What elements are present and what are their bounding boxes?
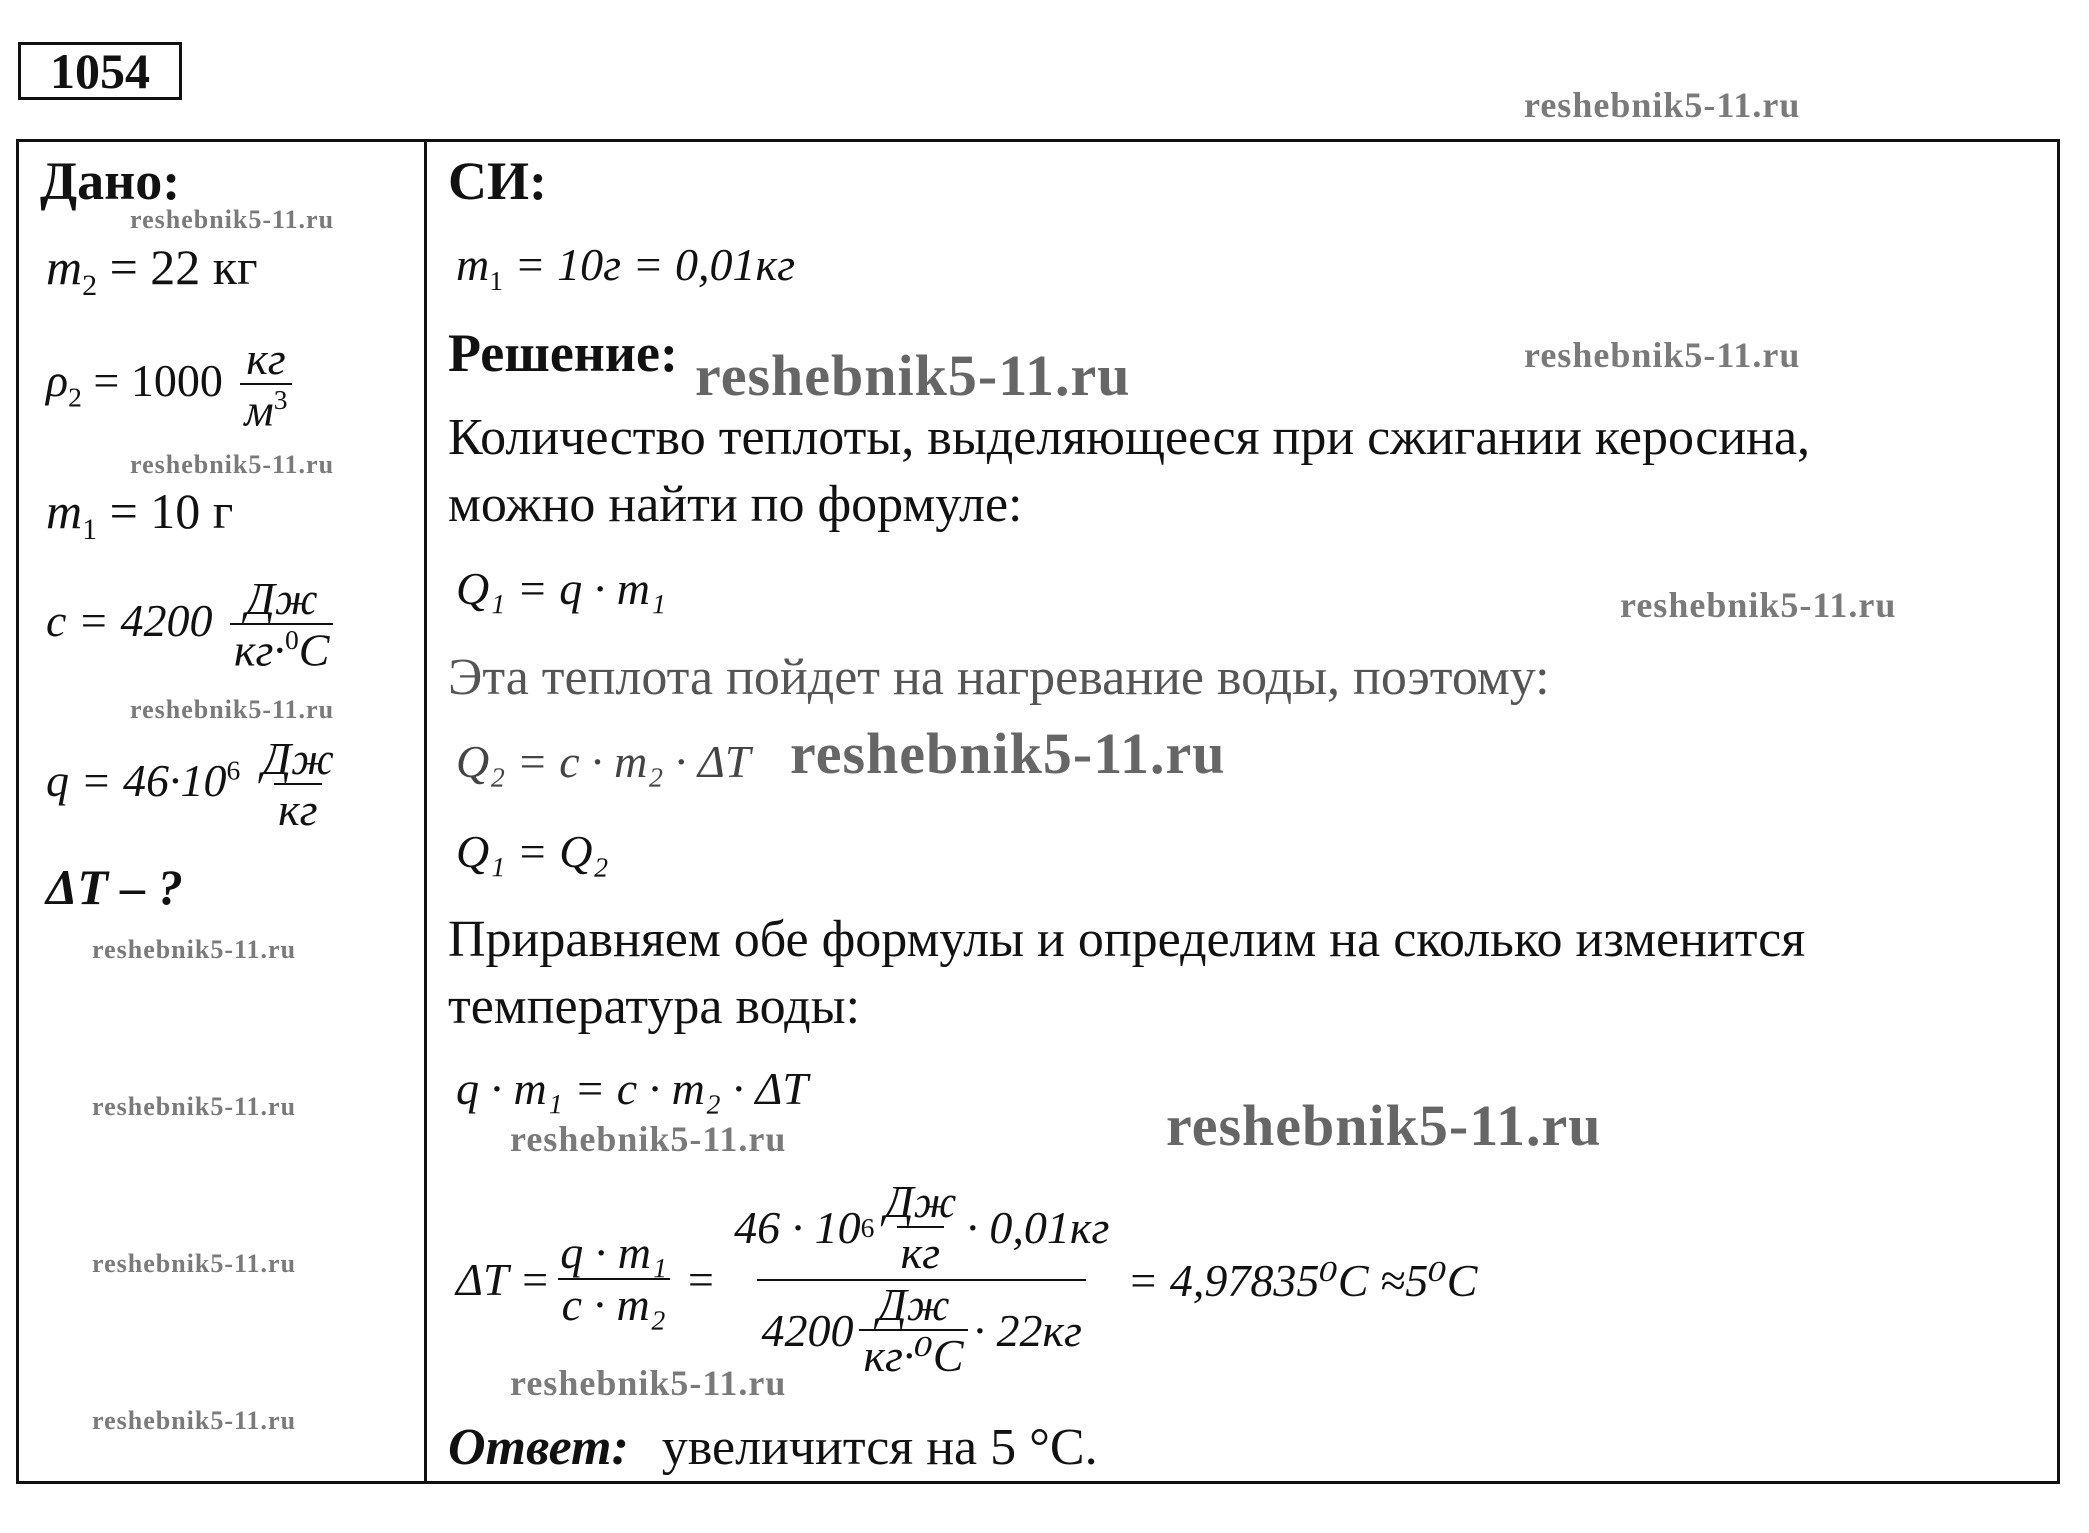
problem-number: 1054 — [18, 42, 182, 100]
si-heading: СИ: — [448, 151, 547, 211]
watermark: reshebnik5-11.ru — [1524, 85, 1801, 125]
watermark: reshebnik5-11.ru — [92, 1406, 297, 1435]
si-conversion: $m_1 = 10г = 0,01кг$ — [456, 239, 796, 297]
final-calculation: ΔT = $\frac{\text{q · m₁}}{\text{c · m₂}}$ = 46 · 10 6 $\frac{Дж}{кг}$ · 0,01кг 4200 $\frac{Дж}{\text{кг·⁰C}}$ · 22кг = 4,97835⁰C ≈5⁰C — [456, 1176, 1478, 1382]
formula-balance: q · m₁ = c · m₂ · ΔT — [456, 1063, 808, 1114]
watermark: reshebnik5-11.ru — [1620, 585, 1897, 625]
answer-text: увеличится на 5 °C. — [661, 1419, 1098, 1476]
watermark: reshebnik5-11.ru — [1524, 335, 1801, 375]
solution-heading: Решение: — [448, 323, 678, 383]
watermark: reshebnik5-11.ru — [92, 1249, 297, 1278]
column-divider — [424, 139, 427, 1484]
given-m2: $m_2 = 22$ кг — [46, 239, 258, 302]
watermark: reshebnik5-11.ru — [92, 935, 297, 964]
answer-line — [448, 1418, 1098, 1477]
calc-fraction-numeric: 46 · 10 6 $\frac{Дж}{кг}$ · 0,01кг 4200 $\frac{Дж}{\text{кг·⁰C}}$ · 22кг — [734, 1176, 1110, 1382]
formula-q1: Q₁ = q · m₁ — [456, 563, 666, 614]
watermark: reshebnik5-11.ru — [130, 695, 335, 724]
watermark: reshebnik5-11.ru — [695, 343, 1131, 408]
given-heat-of-combustion: $q = 46\cdot 10^6$ $\frac{Дж}{кг}$ — [46, 733, 334, 836]
formula-q2: Q₂ = c · m₂ · ΔT — [456, 736, 751, 787]
formula-equality: Q₁ = Q₂ — [456, 826, 609, 877]
watermark: reshebnik5-11.ru — [790, 721, 1226, 786]
given-specific-heat: c = 4200 $\frac{Дж}{кг\cdot^0C}$ — [46, 575, 339, 676]
watermark: reshebnik5-11.ru — [510, 1363, 787, 1403]
solution-paragraph-2: Эта теплота пойдет на нагревание воды, поэтому: — [448, 649, 1550, 706]
solution-paragraph-3-line-1: Приравняем обе формулы и определим на сколько изменится — [448, 911, 1806, 968]
given-density: $\rho_2 = 1000$ $\frac{кг}{м^3}$ — [46, 335, 298, 436]
answer-label: Ответ: — [448, 1419, 629, 1476]
watermark: reshebnik5-11.ru — [1166, 1093, 1602, 1158]
watermark: reshebnik5-11.ru — [130, 205, 335, 234]
given-m1: $m_1 = 10$ г — [46, 483, 234, 546]
watermark: reshebnik5-11.ru — [130, 450, 335, 479]
solution-paragraph-1-line-1: Количество теплоты, выделяющееся при сжигании керосина, — [448, 409, 1811, 466]
watermark: reshebnik5-11.ru — [510, 1119, 787, 1159]
solution-paragraph-3-line-2: температура воды: — [448, 978, 861, 1035]
solution-paragraph-1-line-2: можно найти по формуле: — [448, 476, 1023, 533]
given-find: ΔT – ? — [46, 859, 183, 915]
watermark: reshebnik5-11.ru — [92, 1092, 297, 1121]
given-heading: Дано: — [40, 151, 181, 211]
calc-fraction-symbolic: $\frac{\text{q · m₁}}{\text{c · m₂}}$ — [556, 1229, 671, 1330]
calc-result: = 4,97835⁰C ≈5⁰C — [1127, 1254, 1478, 1306]
calc-lhs: ΔT = — [456, 1254, 551, 1306]
